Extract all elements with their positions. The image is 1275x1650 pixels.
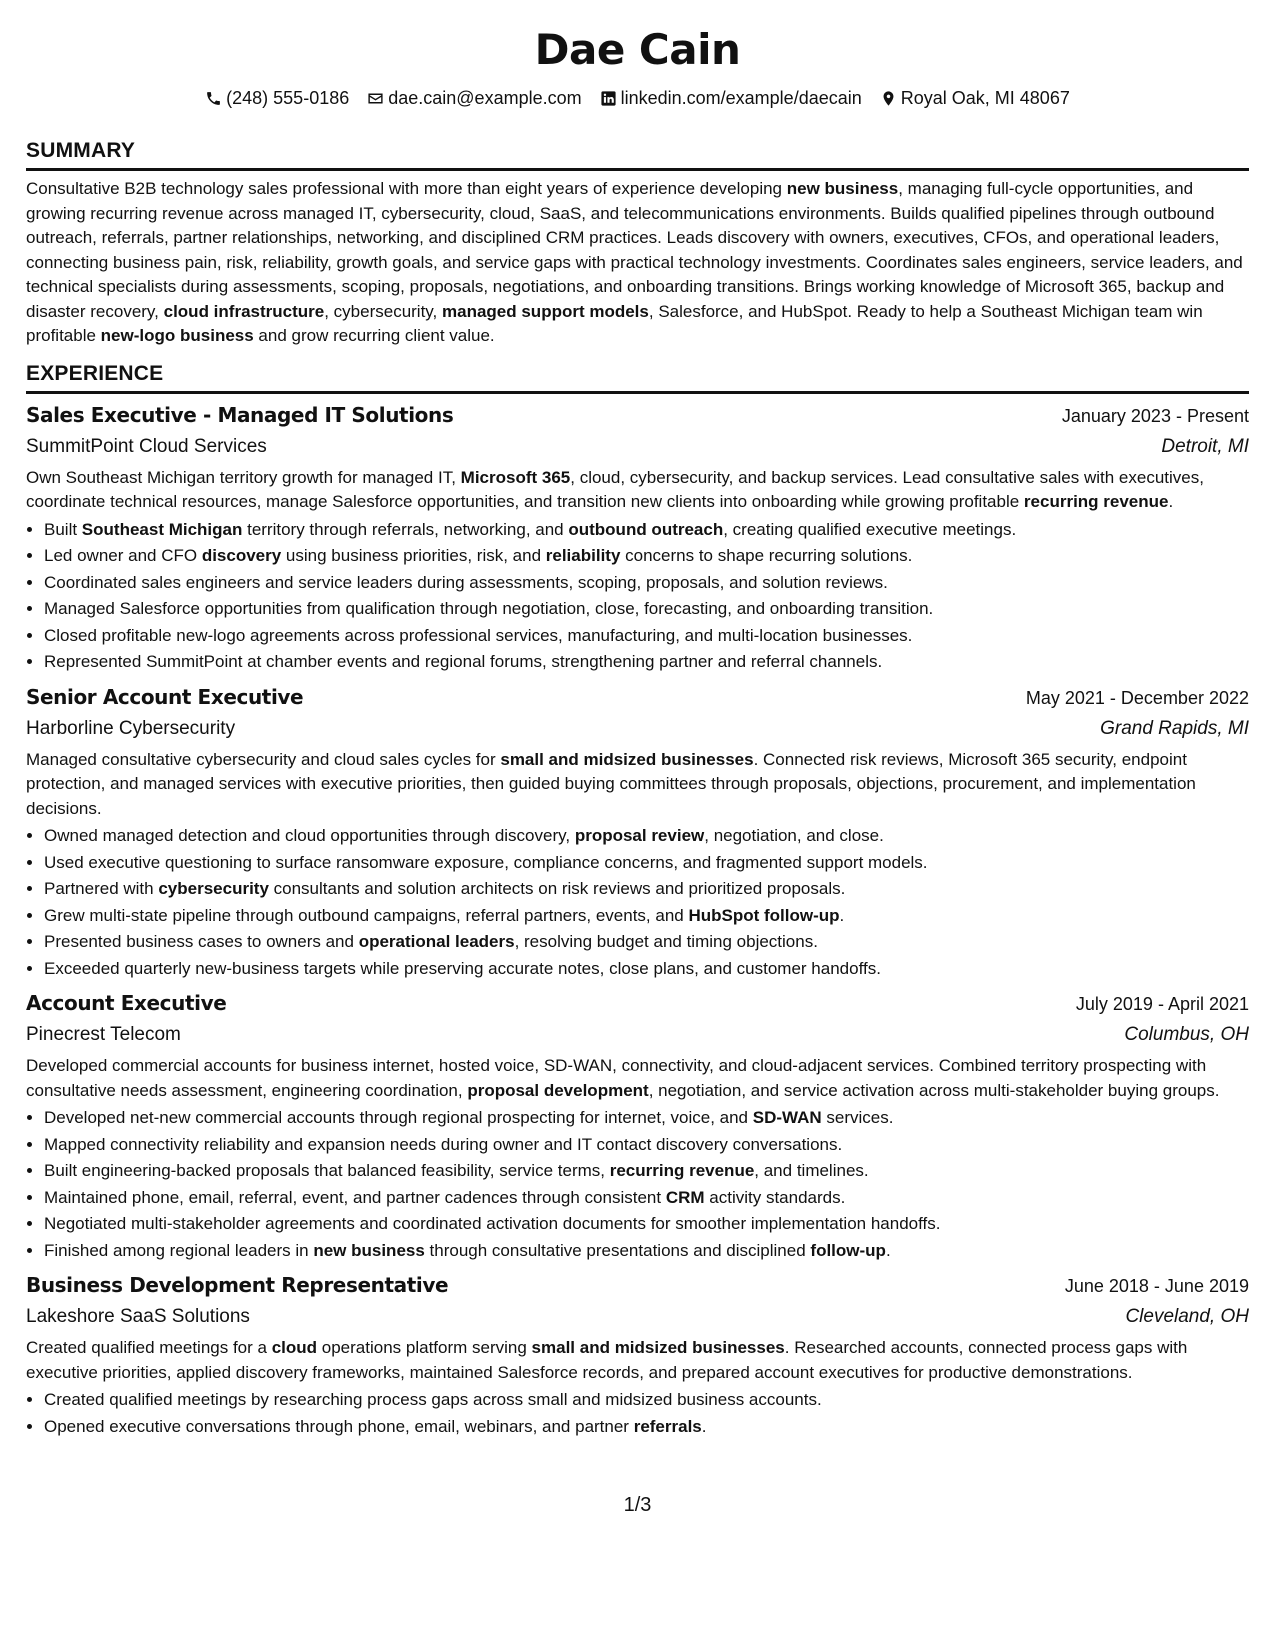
contact-phone-text: (248) 555-0186 <box>226 88 350 108</box>
text-segment: , cybersecurity, <box>324 301 442 321</box>
text-segment: using business priorities, risk, and <box>281 546 546 565</box>
resume-page <box>26 0 1249 1440</box>
bold-phrase: referrals <box>633 1416 702 1436</box>
job-location: Columbus, OH <box>1124 1024 1249 1045</box>
linkedin-icon <box>600 90 617 107</box>
text-segment: and grow recurring client value. <box>253 326 495 345</box>
text-segment: territory through referrals, networking, and <box>242 519 569 539</box>
job-subheader <box>26 431 1249 462</box>
text-segment: Represented SummitPoint at chamber events and regional forums, strengthening partner and referral channels. <box>44 652 883 671</box>
text-segment: Built <box>44 519 82 539</box>
job-description <box>26 748 1249 822</box>
bold-phrase: cybersecurity <box>158 879 269 898</box>
text-segment: Mapped connectivity reliability and expansion needs during owner and IT contact discovery conversations. <box>44 1134 843 1154</box>
bold-phrase: small and midsized businesses <box>500 749 754 769</box>
text-segment: . <box>885 1240 891 1260</box>
bullet-item <box>44 850 1249 877</box>
text-segment: . Connected risk reviews, Microsoft 365 security, endpoint protection, and managed services with executive priorities, then guided buying committees through proposals, objections, procurement, and implementation decisions. <box>26 749 1196 818</box>
map-pin-icon <box>880 90 897 107</box>
text-segment: Built engineering-backed proposals that balanced feasibility, service terms, <box>44 1161 610 1180</box>
text-segment: concerns to shape recurring solutions. <box>620 546 913 565</box>
text-segment: Own Southeast Michigan territory growth for managed IT, <box>26 467 461 487</box>
text-segment: Maintained phone, email, referral, event, and partner cadences through consistent <box>44 1187 666 1207</box>
text-segment: Closed profitable new-logo agreements across professional services, manufacturing, and multi-location businesses. <box>44 625 913 645</box>
contact-location-text: Royal Oak, MI 48067 <box>900 88 1070 108</box>
text-segment: Developed commercial accounts for business internet, hosted voice, SD-WAN, connectivity, and cloud-adjacent services. Combined territory prospecting with consultative needs assessment, engineering coordination, <box>26 1056 1207 1100</box>
bold-phrase: managed support models <box>442 301 649 321</box>
job-description <box>26 466 1249 515</box>
bold-phrase: recurring revenue <box>609 1161 755 1180</box>
contact-linkedin[interactable] <box>600 86 862 110</box>
text-segment: , and timelines. <box>754 1161 869 1180</box>
job-subheader <box>26 1019 1249 1050</box>
job-subheader <box>26 1301 1249 1332</box>
text-segment: . <box>701 1416 707 1436</box>
job-dates: May 2021 - December 2022 <box>1025 687 1249 708</box>
bullet-item <box>44 823 1249 850</box>
job-header <box>26 988 1249 1019</box>
bold-phrase: SD-WAN <box>752 1108 822 1127</box>
contact-email[interactable] <box>367 86 581 110</box>
contact-linkedin-text: linkedin.com/example/daecain <box>620 88 862 108</box>
bold-phrase: cloud infrastructure <box>163 301 325 321</box>
job-dates: January 2023 - Present <box>1061 405 1249 426</box>
job-description <box>26 1336 1249 1385</box>
job-entry <box>26 988 1249 1264</box>
text-segment: , negotiation, and service activation across multi-stakeholder buying groups. <box>648 1080 1220 1100</box>
bullet-item <box>44 596 1249 623</box>
job-location: Grand Rapids, MI <box>1100 717 1249 739</box>
bullet-item <box>44 876 1249 903</box>
bullet-item <box>44 1238 1249 1265</box>
bold-phrase: CRM <box>665 1187 705 1207</box>
summary-text <box>26 177 1249 349</box>
bold-phrase: new business <box>313 1240 425 1260</box>
candidate-name: Dae Cain <box>534 25 741 74</box>
text-segment: , negotiation, and close. <box>704 826 884 845</box>
bold-phrase: Southeast Michigan <box>81 519 243 539</box>
job-entry <box>26 1270 1249 1440</box>
text-segment: Consultative B2B technology sales professional with more than eight years of experience developing <box>26 179 787 198</box>
bullet-item <box>44 570 1249 597</box>
bullet-item <box>44 1105 1249 1132</box>
bullet-item <box>44 956 1249 983</box>
text-segment: , creating qualified executive meetings. <box>723 519 1017 539</box>
text-segment: , cloud, cybersecurity, and backup services. Lead consultative sales with executives, coordinate technical resources, manage Salesforce opportunities, and transition new clients into onboarding while growing profitable <box>26 467 1204 511</box>
summary-heading: SUMMARY <box>26 138 1249 171</box>
job-company: Harborline Cybersecurity <box>26 717 236 739</box>
bullet-item <box>44 649 1249 676</box>
job-header <box>26 400 1249 431</box>
text-segment: Owned managed detection and cloud opportunities through discovery, <box>44 826 575 845</box>
text-segment: through consultative presentations and disciplined <box>424 1240 811 1260</box>
bullet-item <box>44 517 1249 544</box>
text-segment: Coordinated sales engineers and service leaders during assessments, scoping, proposals, and solution reviews. <box>44 572 888 592</box>
bold-phrase: recurring revenue <box>1023 492 1169 511</box>
job-bullets <box>26 1387 1249 1440</box>
job-company: Lakeshore SaaS Solutions <box>26 1306 250 1327</box>
job-title: Account Executive <box>26 991 227 1015</box>
job-bullets <box>26 823 1249 982</box>
contact-phone[interactable] <box>205 86 349 110</box>
contact-location <box>880 86 1070 110</box>
phone-icon <box>205 90 222 107</box>
text-segment: Developed net-new commercial accounts through regional prospecting for internet, voice, and <box>44 1108 753 1127</box>
bullet-item <box>44 623 1249 650</box>
text-segment: activity standards. <box>704 1187 846 1207</box>
job-entry <box>26 400 1249 676</box>
contact-bar <box>26 86 1249 110</box>
job-title: Sales Executive - Managed IT Solutions <box>26 402 454 427</box>
text-segment: consultants and solution architects on risk reviews and prioritized proposals. <box>268 879 846 898</box>
text-segment: Managed consultative cybersecurity and cloud sales cycles for <box>26 749 501 769</box>
text-segment: , resolving budget and timing objections. <box>514 932 818 951</box>
text-segment: . <box>1168 492 1174 511</box>
job-header <box>26 682 1249 713</box>
bold-phrase: HubSpot follow-up <box>688 905 840 925</box>
bold-phrase: new-logo business <box>100 326 254 345</box>
bullet-item <box>44 1387 1249 1414</box>
text-segment: Led owner and CFO <box>44 546 202 565</box>
bold-phrase: Microsoft 365 <box>460 467 571 487</box>
text-segment: operations platform serving <box>317 1338 532 1357</box>
bullet-item <box>44 1132 1249 1159</box>
text-segment: Grew multi-state pipeline through outbound campaigns, referral partners, events, and <box>44 905 689 925</box>
text-segment: Created qualified meetings by researching process gaps across small and midsized business accounts. <box>44 1390 822 1409</box>
text-segment: Used executive questioning to surface ransomware exposure, compliance concerns, and fragmented support models. <box>44 852 928 872</box>
bullet-item <box>44 543 1249 570</box>
text-segment: , Salesforce, and HubSpot. Ready to help a Southeast Michigan team win profitable <box>26 301 1203 345</box>
contact-email-text: dae.cain@example.com <box>388 88 582 108</box>
bold-phrase: new business <box>786 179 899 198</box>
job-bullets <box>26 517 1249 676</box>
bullet-item <box>44 903 1249 930</box>
text-segment: Negotiated multi-stakeholder agreements and coordinated activation documents for smoother implementation handoffs. <box>44 1214 941 1233</box>
bold-phrase: operational leaders <box>358 932 515 951</box>
page-number: 1/3 <box>623 1494 652 1516</box>
bullet-item <box>44 1414 1249 1441</box>
job-company: SummitPoint Cloud Services <box>26 435 267 457</box>
bold-phrase: proposal development <box>467 1080 649 1100</box>
bold-phrase: follow-up <box>810 1240 886 1260</box>
job-dates: July 2019 - April 2021 <box>1075 994 1249 1014</box>
job-bullets <box>26 1105 1249 1264</box>
bold-phrase: discovery <box>201 546 282 565</box>
bullet-item <box>44 1158 1249 1185</box>
text-segment: Exceeded quarterly new-business targets while preserving accurate notes, close plans, and customer handoffs. <box>44 958 881 978</box>
text-segment: . Researched accounts, connected process gaps with executive priorities, applied discovery frameworks, maintained Salesforce records, and prepared account executives for productive demonstrations. <box>26 1338 1188 1382</box>
job-subheader <box>26 713 1249 744</box>
job-header <box>26 1270 1249 1301</box>
job-company: Pinecrest Telecom <box>26 1024 181 1045</box>
job-title: Senior Account Executive <box>26 684 304 709</box>
experience-list <box>26 400 1249 1441</box>
bold-phrase: reliability <box>545 546 621 565</box>
text-segment: , managing full-cycle opportunities, and growing recurring revenue across managed IT, cybersecurity, cloud, SaaS, and telecommunications environments. Builds qualified pipelines through outbound outreach, referrals, partner relationships, networking, and disciplined CRM practices. Leads discovery with owners, executives, CFOs, and operational leaders, connecting business pain, risk, reliability, growth goals, and service gaps with practical technology investments. Coordinates sales engineers, service leaders, and technical specialists during assessments, scoping, proposals, negotiations, and onboarding transitions. Brings working knowledge of Microsoft 365, backup and disaster recovery, <box>26 179 1243 321</box>
job-title: Business Development Representative <box>26 1273 449 1297</box>
bold-phrase: cloud <box>271 1338 318 1357</box>
text-segment: Created qualified meetings for a <box>26 1338 272 1357</box>
text-segment: . <box>839 905 845 925</box>
job-location: Cleveland, OH <box>1125 1306 1249 1327</box>
envelope-icon <box>367 90 384 107</box>
text-segment: Partnered with <box>44 879 159 898</box>
text-segment: Finished among regional leaders in <box>44 1240 314 1260</box>
text-segment: Managed Salesforce opportunities from qualification through negotiation, close, forecasting, and onboarding transition. <box>44 599 934 618</box>
bullet-item <box>44 929 1249 956</box>
job-location: Detroit, MI <box>1161 435 1249 457</box>
experience-heading: EXPERIENCE <box>26 361 1249 394</box>
bold-phrase: small and midsized businesses <box>531 1338 785 1357</box>
text-segment: services. <box>821 1108 894 1127</box>
job-dates: June 2018 - June 2019 <box>1064 1276 1249 1296</box>
bullet-item <box>44 1185 1249 1212</box>
bold-phrase: proposal review <box>574 826 705 845</box>
bold-phrase: outbound outreach <box>568 519 724 539</box>
bullet-item <box>44 1211 1249 1238</box>
job-description <box>26 1054 1249 1103</box>
text-segment: Opened executive conversations through phone, email, webinars, and partner <box>44 1416 634 1436</box>
text-segment: Presented business cases to owners and <box>44 932 359 951</box>
job-entry <box>26 682 1249 983</box>
